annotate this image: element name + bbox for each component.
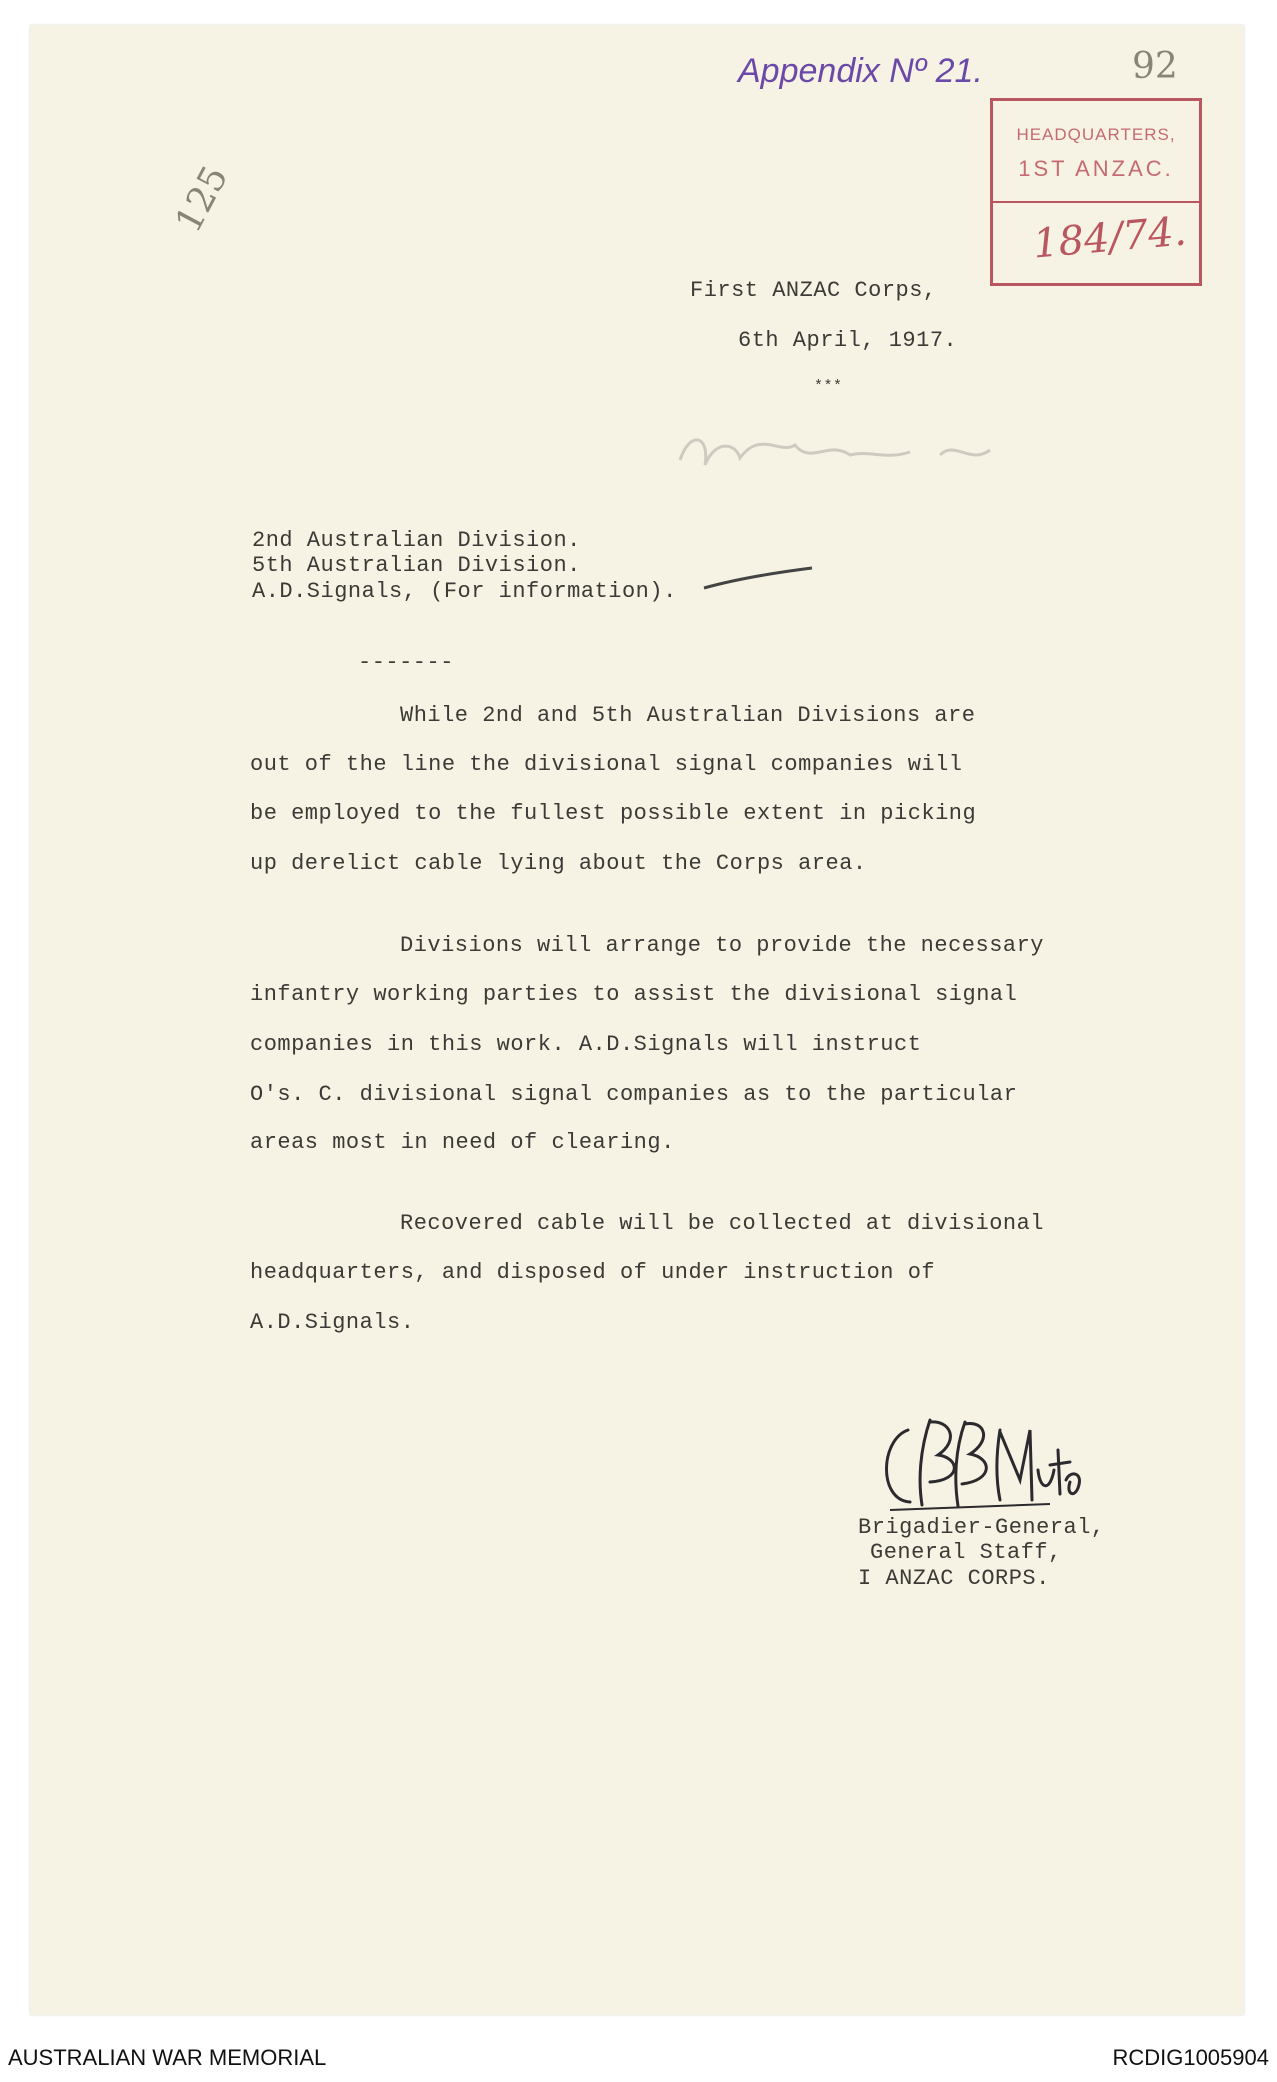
paragraph-2-line-3: companies in this work. A.D.Signals will instruct [250,1032,922,1057]
side-number: 125 [168,159,237,240]
addressee-3: A.D.Signals, (For information). [252,579,677,604]
signatory-unit: I ANZAC CORPS. [858,1566,1050,1591]
footer-institution: AUSTRALIAN WAR MEMORIAL [8,2045,327,2070]
paragraph-2-line-1: Divisions will arrange to provide the necessary [400,933,1045,958]
footer-reference: RCDIG1005904 [1112,2045,1269,2070]
paragraph-2-line-5: areas most in need of clearing. [250,1130,675,1155]
header-separator: *** [814,378,843,395]
appendix-stamp: Appendix Nº 21. [738,52,983,90]
folio-number: 92 [1132,46,1178,87]
section-divider: ------- [358,650,454,675]
paragraph-3-line-1: Recovered cable will be collected at divisional [400,1211,1045,1236]
paragraph-1-line-3: be employed to the fullest possible extent in picking [250,801,977,826]
paragraph-1-line-2: out of the line the divisional signal companies will [250,752,963,777]
paragraph-1-line-4: up derelict cable lying about the Corps area. [250,851,867,876]
paragraph-2-line-2: infantry working parties to assist the divisional signal [250,982,1018,1007]
signatory-role: General Staff, [870,1540,1062,1565]
signatory-rank: Brigadier-General, [858,1515,1105,1540]
stamp-divider [993,201,1199,203]
paragraph-3-line-2: headquarters, and disposed of under instruction of [250,1260,936,1285]
paragraph-3-line-3: A.D.Signals. [250,1310,415,1335]
paragraph-1-line-1: While 2nd and 5th Australian Divisions are [400,703,976,728]
document-page [30,25,1244,2015]
addressee-2: 5th Australian Division. [252,553,581,578]
addressee-1: 2nd Australian Division. [252,528,581,553]
date-line: 6th April, 1917. [738,328,958,353]
origin-line: First ANZAC Corps, [690,278,937,303]
paragraph-2-line-4: O's. C. divisional signal companies as to the particular [250,1082,1018,1107]
stamp-line-1: HEADQUARTERS, [1016,125,1176,144]
signature [870,1410,1090,1520]
pencil-stroke [700,556,820,596]
stamp-reference: 184/74. [1031,208,1189,268]
pencil-scrawl [670,410,1020,490]
stamp-line-2: 1ST ANZAC. [1018,156,1174,181]
headquarters-stamp [990,98,1202,286]
